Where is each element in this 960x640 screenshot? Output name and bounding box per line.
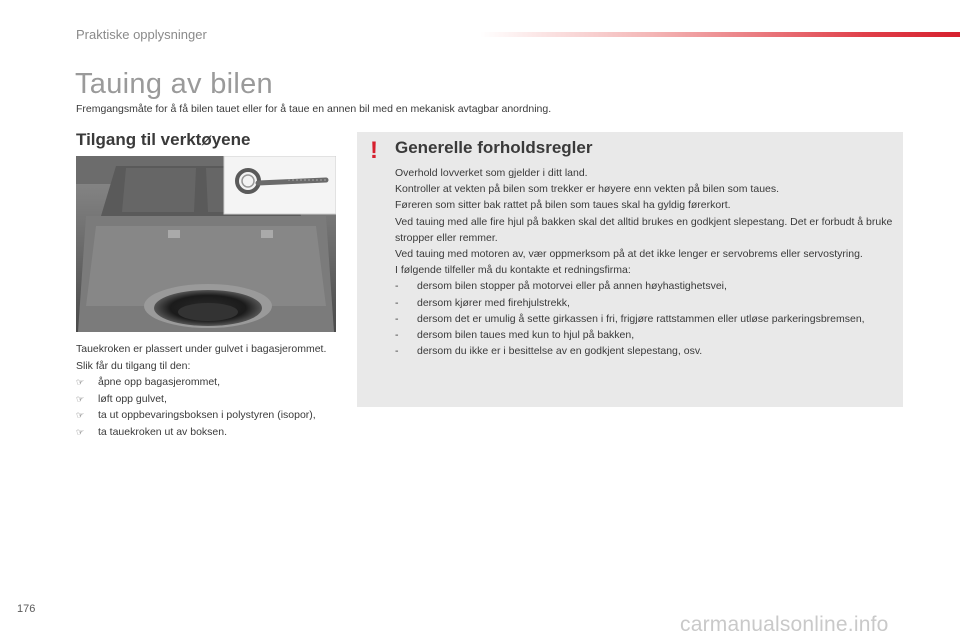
warning-paragraph: Overhold lovverket som gjelder i ditt land. [395,167,588,179]
tools-heading: Tilgang til verktøyene [76,130,251,149]
header-accent-bar [480,32,960,37]
dash-bullet: - [395,280,399,293]
finger-pointer-icon: ☞ [76,393,85,404]
warning-paragraph: Kontroller at vekten på bilen som trekker er høyere enn vekten på bilen som taues. [395,183,780,196]
warning-paragraph: I følgende tilfeller må du kontakte et redningsfirma: [395,264,631,277]
dash-bullet: - [395,329,399,342]
list-item [76,407,336,424]
tools-paragraph: Slik får du tilgang til den: [76,359,191,372]
tools-instructions [76,341,336,440]
page-title: Tauing av bilen [75,68,273,100]
list-item [76,424,336,441]
warning-paragraph: Ved tauing med alle fire hjul på bakken skal det alltid brukes en godkjent slepestang. Det er forbudt å bruke stropper eller remmer. [395,215,893,244]
list-item [395,343,895,359]
tools-paragraph: Tauekroken er plassert under gulvet i bagasjerommet. [76,343,327,355]
list-item [395,327,895,343]
step-text: ta ut oppbevaringsboksen i polystyren (isopor), [98,409,316,421]
trunk-photo [76,156,336,332]
warning-heading: Generelle forholdsregler [395,138,593,157]
warning-case-list [395,278,895,359]
dash-bullet: - [395,296,399,309]
warning-body [395,165,895,359]
warning-paragraph: Føreren som sitter bak rattet på bilen som taues skal ha gyldig førerkort. [395,199,731,212]
dash-bullet: - [395,345,399,358]
page-intro: Fremgangsmåte for å få bilen tauet eller for å taue en annen bil med en mekanisk avtagbar anordning. [76,103,552,115]
finger-pointer-icon: ☞ [76,377,85,387]
case-text: dersom kjører med firehjulstrekk, [417,296,570,309]
step-text: løft opp gulvet, [98,392,167,405]
finger-pointer-icon: ☞ [76,410,85,420]
step-text: åpne opp bagasjerommet, [98,376,220,388]
list-item [395,278,895,294]
case-text: dersom du ikke er i besittelse av en godkjent slepestang, osv. [417,345,703,358]
dash-bullet: - [395,312,399,325]
case-text: dersom bilen taues med kun to hjul på bakken, [417,329,635,342]
tools-step-list [76,374,336,440]
section-label: Praktiske opplysninger [76,27,207,42]
list-item [76,391,336,408]
trunk-with-tow-hook-photo [76,156,336,332]
finger-pointer-icon: ☞ [76,426,85,437]
case-text: dersom det er umulig å sette girkassen i fri, frigjøre rattstammen eller utløse parkeringsbremsen, [417,312,865,325]
step-text: ta tauekroken ut av boksen. [98,425,227,438]
warning-paragraph: Ved tauing med motoren av, vær oppmerksom på at det ikke lenger er servobrems eller servostyring. [395,248,863,261]
list-item [76,374,336,391]
page-number: 176 [17,603,36,615]
list-item [395,295,895,311]
watermark: carmanualsonline.info [680,613,889,636]
warning-exclamation-icon: ! [370,137,378,164]
case-text: dersom bilen stopper på motorvei eller på annen høyhastighetsvei, [417,280,727,293]
list-item [395,311,895,327]
